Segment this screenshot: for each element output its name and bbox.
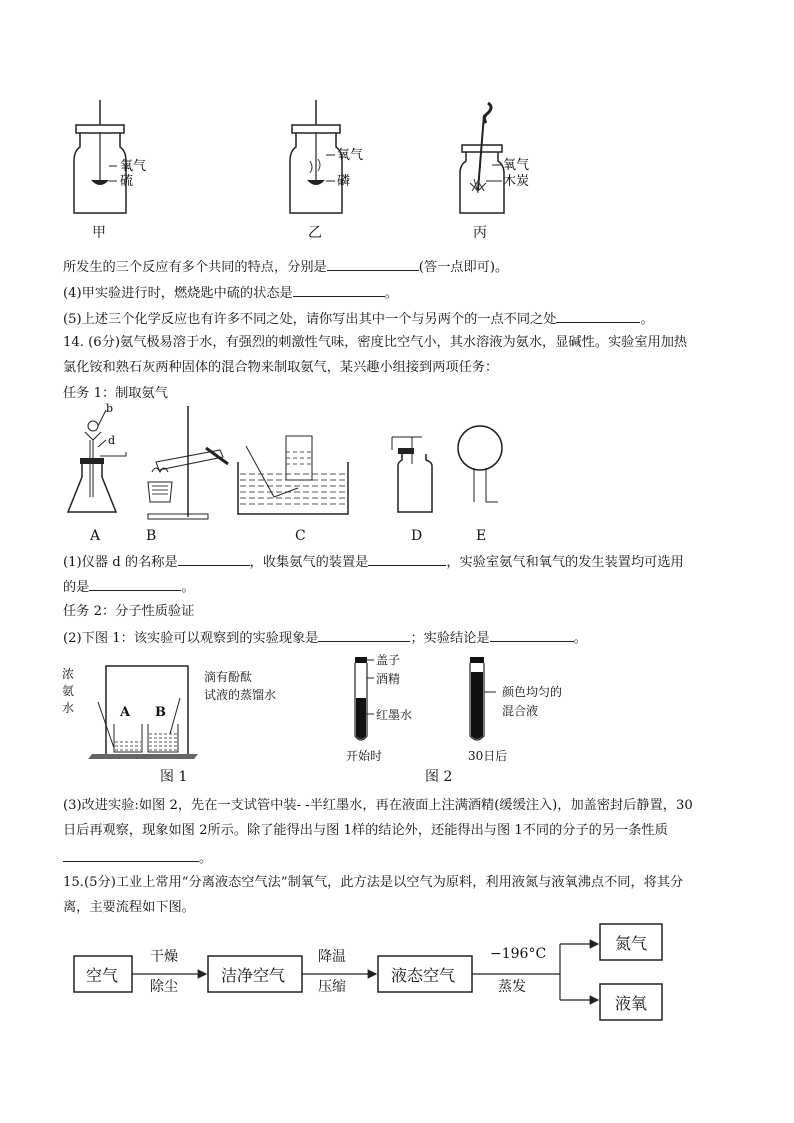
- fig1-phenol-label-2: 试液的蒸馏水: [204, 688, 277, 702]
- jar-yi: [290, 100, 342, 213]
- task-1-heading: 任务 1：制取氨气: [63, 386, 168, 401]
- question-14-1: (1)仪器 d 的名称是 ，收集氨气的装置是 ，实验室氨气和氧气的发生装置均可选用: [63, 552, 684, 572]
- jia-substance-label: 硫: [120, 174, 134, 189]
- fig1-caption: 图 1: [160, 769, 188, 785]
- question-line-common-features: 所发生的三个反应有多个共同的特点，分别是 (答一点即可)。: [63, 257, 508, 277]
- jar-bing: [460, 103, 504, 213]
- apparatus-label-e: E: [476, 528, 487, 544]
- question-4: (4)甲实验进行时，燃烧匙中硫的状态是 。: [63, 283, 398, 303]
- flow-air-box: 空气: [86, 966, 119, 985]
- jar-label-jia: 甲: [92, 225, 106, 241]
- answer-blank-generator[interactable]: [89, 577, 181, 591]
- question-15-line-1: 15.(5分)工业上常用“分离液态空气法”制氧气，此方法是以空气为原料，利用液氮与液氧沸点不同，将其分: [63, 875, 684, 890]
- question-14-3-line-1: (3)改进实验:如图 2，先在一支试管中装- -半红墨水，再在液面上注满酒精(缓缓注入)，加盖密封后静置，30: [63, 798, 693, 813]
- jar-label-bing: 丙: [473, 225, 487, 241]
- fig1-ammonia-label: 浓 氨 水: [62, 667, 75, 715]
- apparatus-b: [148, 406, 228, 519]
- question-14-3-line-3: 。: [63, 848, 212, 868]
- fig2-mixed-label-2: 混合液: [502, 704, 539, 718]
- process-flowchart: [70, 920, 670, 1026]
- answer-blank-d-name[interactable]: [178, 552, 250, 566]
- fig2-mixed-label-1: 颜色均匀的: [502, 685, 563, 699]
- answer-blank-common[interactable]: [327, 257, 419, 271]
- flow-step2-top: 降温: [318, 949, 346, 965]
- fig1-beaker-b: B: [155, 705, 166, 720]
- answer-blank-conclusion[interactable]: [490, 628, 574, 642]
- jar-jia: [74, 100, 126, 213]
- answer-blank-phenomenon[interactable]: [318, 628, 410, 642]
- apparatus-label-a: A: [90, 528, 101, 544]
- answer-blank-q4[interactable]: [293, 283, 385, 297]
- question-14-intro-2: 氯化铵和熟石灰两种固体的混合物来制取氨气，某兴趣小组接到两项任务：: [63, 360, 499, 375]
- flow-liquid-oxygen-box: 液氧: [615, 994, 648, 1013]
- question-15-line-2: 离，主要流程如下图。: [63, 900, 195, 915]
- fig1-beaker-a: A: [120, 705, 131, 720]
- flow-step3-bottom: 蒸发: [498, 979, 526, 995]
- flow-step3-top: −196°C: [490, 946, 547, 962]
- apparatus-label-d: D: [411, 528, 423, 544]
- apparatus-c: [238, 436, 348, 514]
- fig2-caption: 图 2: [425, 769, 453, 785]
- question-5: (5)上述三个化学反应也有许多不同之处，请你写出其中一个与另两个的一点不同之处 。: [63, 309, 654, 329]
- flow-step2-bottom: 压缩: [318, 979, 346, 995]
- figure-1: [84, 662, 204, 760]
- apparatus-a: [68, 410, 126, 512]
- fig1-phenol-label-1: 滴有酚酞: [204, 670, 253, 684]
- apparatus-label-c: C: [295, 528, 306, 544]
- jia-gas-label: 氧气: [120, 159, 147, 174]
- fig2-cap-label: 盖子: [376, 653, 401, 667]
- answer-blank-collect[interactable]: [368, 552, 446, 566]
- fig2-start-label: 开始时: [346, 749, 383, 763]
- fig2-ink-label: 红墨水: [376, 708, 413, 722]
- question-14-3-line-2: 日后再观察，现象如图 2所示。除了能得出与图 1样的结论外，还能得出与图 1不同的分子的另一条性质: [63, 823, 668, 838]
- bing-substance-label: 木炭: [503, 174, 530, 189]
- yi-substance-label: 磷: [337, 174, 351, 189]
- figure-2: [348, 652, 508, 748]
- flow-step1-bottom: 除尘: [150, 979, 178, 995]
- question-14-2: (2)下图 1：该实验可以观察到的实验现象是 ；实验结论是 。: [63, 628, 587, 648]
- question-14-intro-1: 14. (6分)氨气极易溶于水，有强烈的刺激性气味，密度比空气小，其水溶液为氨水，显碱性。实验室用加热: [63, 335, 688, 350]
- yi-gas-label: 氧气: [337, 148, 364, 163]
- apparatus-d: [392, 437, 432, 512]
- apparatus-e: [458, 426, 502, 502]
- label-d-mark: d: [108, 434, 116, 447]
- task-2-heading: 任务 2：分子性质验证: [63, 604, 195, 619]
- answer-blank-q5[interactable]: [556, 309, 640, 323]
- fig2-after-label: 30日后: [468, 749, 508, 763]
- label-b-mark: b: [106, 402, 114, 415]
- bing-gas-label: 氧气: [503, 158, 530, 173]
- flow-liquid-air-box: 液态空气: [391, 966, 456, 985]
- flow-step1-top: 干燥: [150, 949, 178, 965]
- jar-label-yi: 乙: [308, 225, 322, 241]
- apparatus-figure: [60, 402, 520, 550]
- flow-nitrogen-box: 氮气: [615, 934, 648, 953]
- fig2-alcohol-label: 酒精: [376, 672, 401, 686]
- answer-blank-molecule-property[interactable]: [63, 848, 199, 862]
- question-14-1-cont: 的是 。: [63, 577, 195, 597]
- flow-clean-air-box: 洁净空气: [221, 966, 286, 985]
- apparatus-label-b: B: [146, 528, 157, 544]
